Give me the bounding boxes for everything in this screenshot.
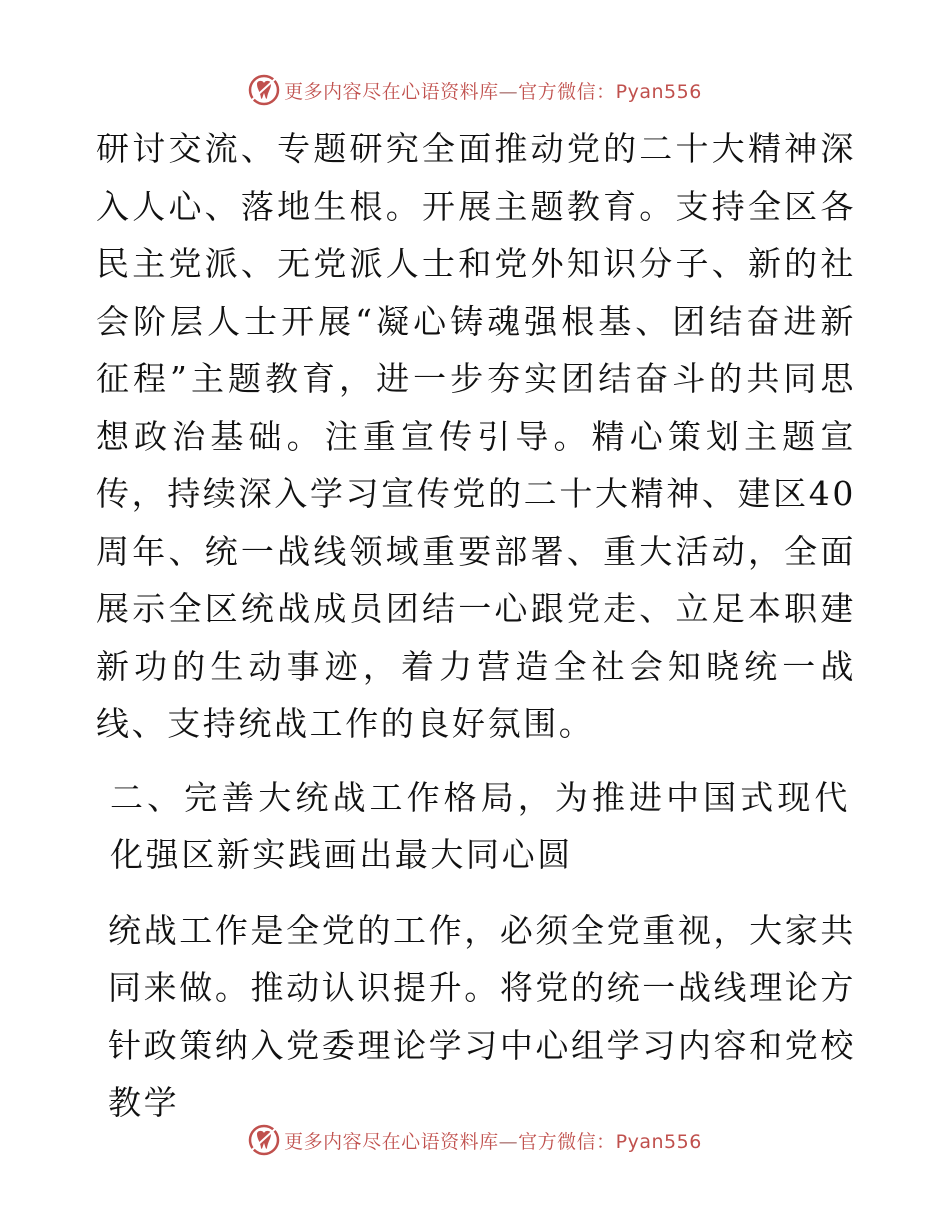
watermark-text: 更多内容尽在心语资料库—官方微信：Pyan556 — [284, 1130, 702, 1153]
body-paragraph: 研讨交流、专题研究全面推动党的二十大精神深入人心、落地生根。开展主题教育。支持全区各民主党派、无党派人士和党外知识分子、新的社会阶层人士开展“凝心铸魂强根基、团结奋进新征程”主题教育，进一步夯实团结奋斗的共同思想政治基础。注重宣传引导。精心策划主题宣传，持续深入学习宣传党的二十大精神、建区40周年、统一战线领域重要部署、重大活动，全面展示全区统战成员团结一心跟党走、立足本职建新功的生动事迹，着力营造全社会知晓统一战线、支持统战工作的良好氛围。 — [96, 129, 856, 743]
body-paragraph: 统战工作是全党的工作，必须全党重视，大家共同来做。推动认识提升。将党的统一战线理论方针政策纳入党委理论学习中心组学习内容和党校教学 — [108, 910, 856, 1122]
section-heading: 二、完善大统战工作格局，为推进中国式现代化强区新实践画出最大同心圆 — [110, 777, 850, 874]
tooth-logo-icon — [248, 1124, 280, 1156]
tooth-logo-icon — [248, 74, 280, 106]
header-watermark — [0, 70, 950, 110]
footer-watermark — [0, 1120, 950, 1160]
document-body — [96, 120, 856, 1132]
watermark-text: 更多内容尽在心语资料库—官方微信：Pyan556 — [284, 80, 702, 103]
